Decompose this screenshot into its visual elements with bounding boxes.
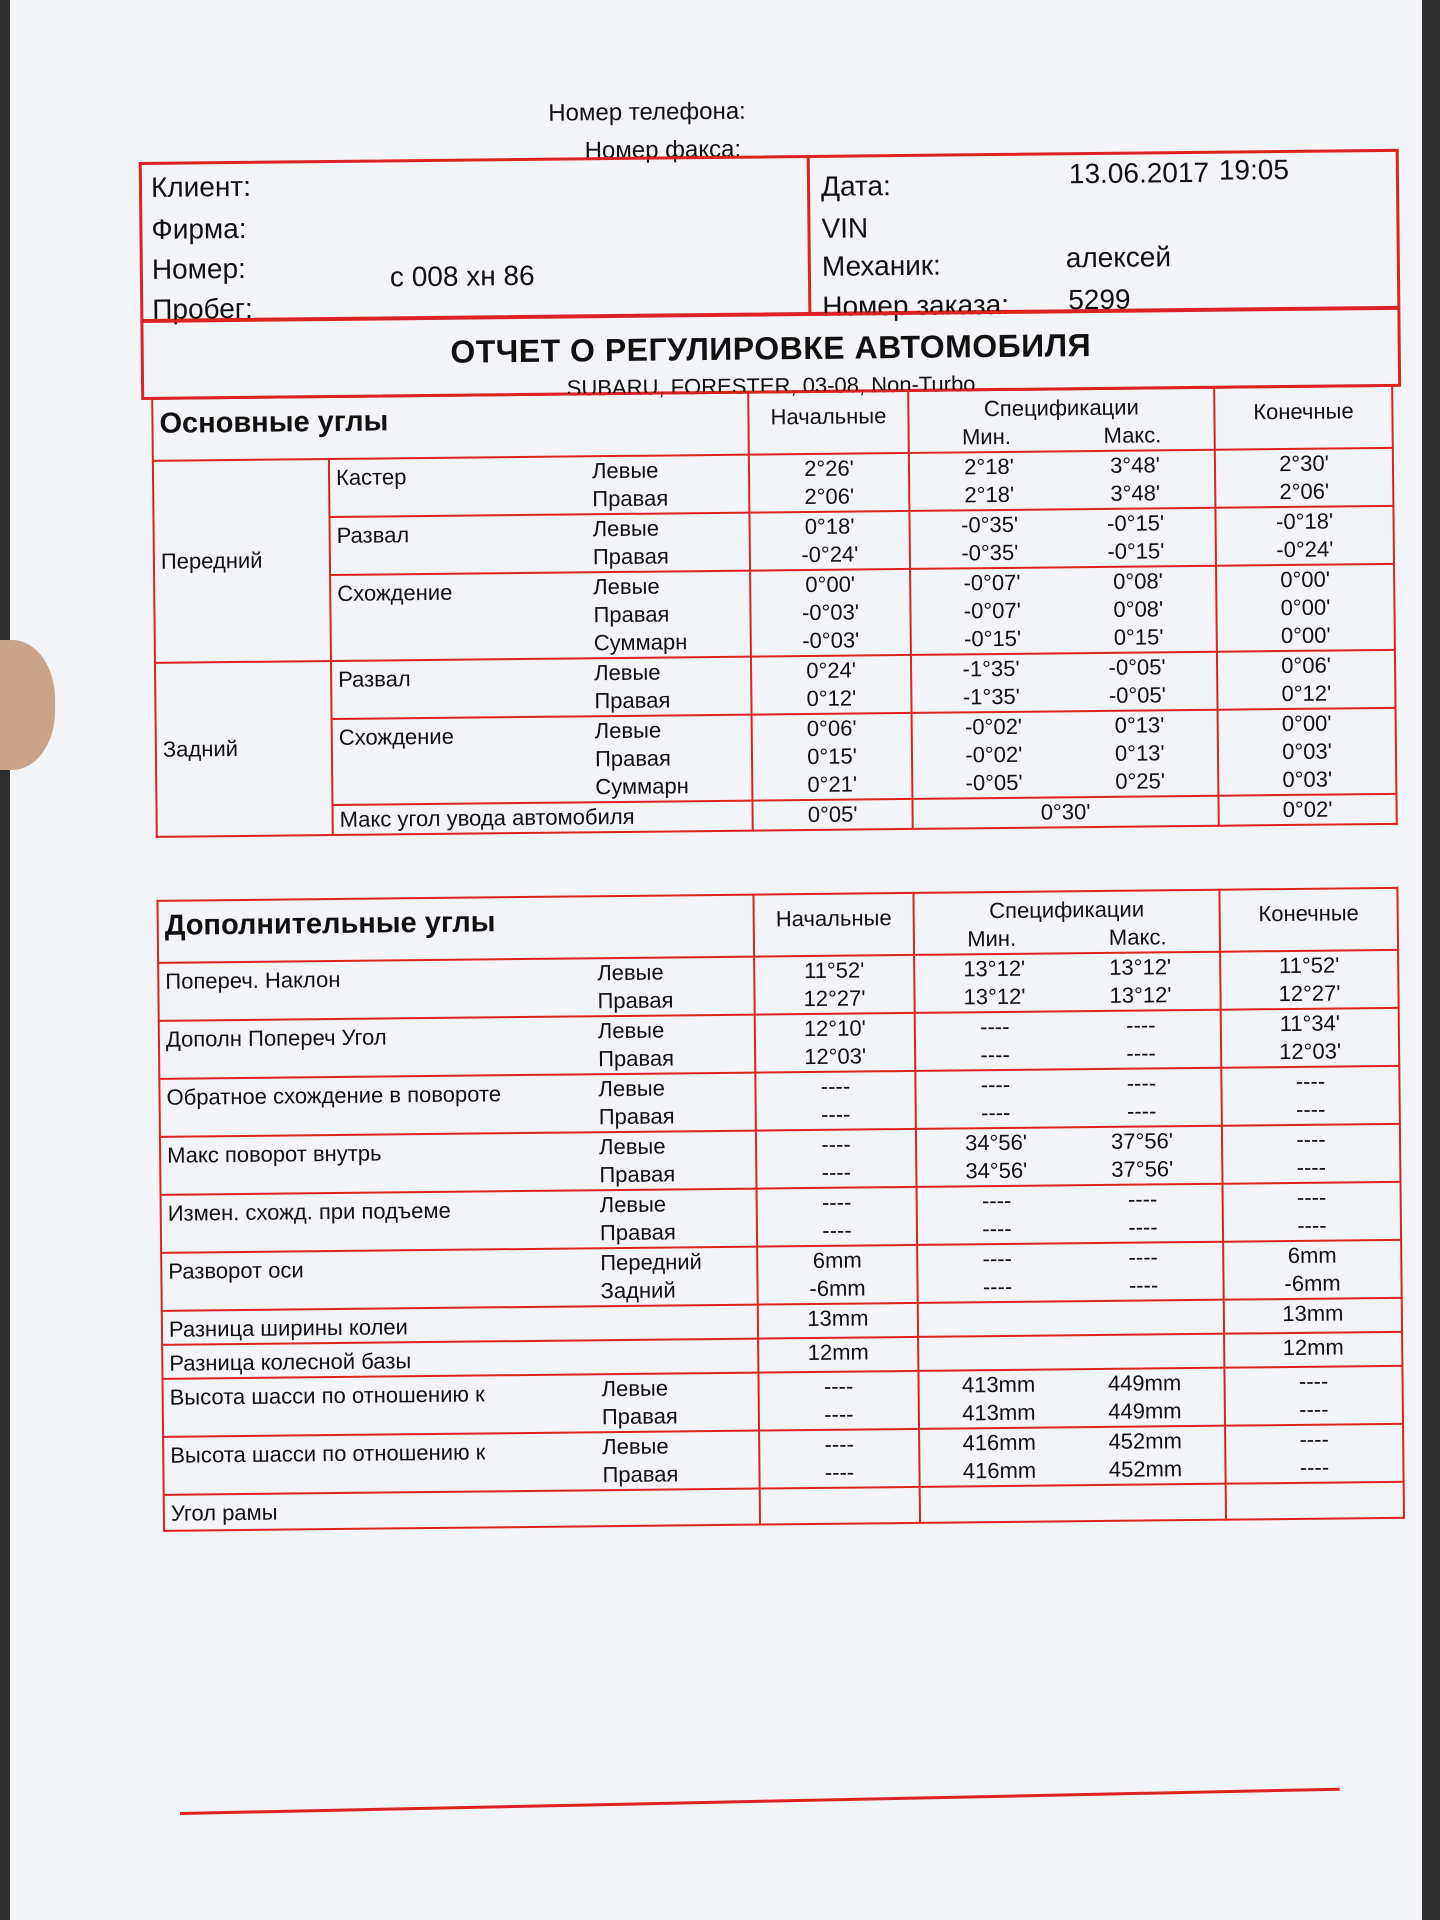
final-cell — [1220, 950, 1399, 1010]
spec-min-value: -0°15' — [963, 625, 1022, 652]
spec-max-value: 0°08' — [1113, 596, 1164, 622]
spec-cell — [920, 1484, 1226, 1523]
initial-value: 12°10' — [803, 1015, 866, 1042]
side-label: Левые — [602, 1433, 669, 1460]
spec-cell — [915, 1010, 1222, 1071]
spec-min-value: -1°35' — [962, 655, 1020, 682]
param-label: Развал — [336, 522, 410, 548]
final-value: ---- — [1299, 1426, 1329, 1452]
spec-cell — [909, 450, 1216, 511]
spec-min-value: ---- — [980, 1071, 1011, 1098]
spec-max-value: 0°13' — [1114, 740, 1165, 766]
initial-cell — [758, 1337, 918, 1373]
firm-label: Фирма: — [151, 212, 247, 245]
spec-max-value: 3°48' — [1109, 452, 1160, 478]
additional-angles-table — [156, 887, 1405, 1532]
final-value: ---- — [1299, 1454, 1330, 1480]
spec-max-value: 449mm — [1108, 1398, 1182, 1424]
thrust-spec: 0°30' — [912, 796, 1218, 829]
final-value: -0°18' — [1275, 508, 1334, 535]
final-value: 6mm — [1287, 1242, 1337, 1269]
final-value: ---- — [1295, 1096, 1326, 1122]
side-label — [601, 1306, 751, 1308]
final-cell — [1224, 1298, 1402, 1334]
spec-max-value: 3°48' — [1110, 480, 1161, 506]
initial-value: 0°06' — [806, 715, 857, 742]
number-value: с 008 хн 86 — [389, 259, 535, 293]
final-value: 12°27' — [1278, 980, 1341, 1007]
main-section-title: Основные углы — [159, 405, 389, 440]
side-label: Правая — [594, 745, 672, 772]
final-value: 0°00' — [1280, 594, 1331, 621]
spec-max-value: ---- — [1126, 1012, 1156, 1038]
initial-value: 0°15' — [807, 743, 857, 770]
final-value: 12mm — [1282, 1334, 1344, 1361]
spec-min-value: -0°35' — [960, 511, 1019, 538]
spec-max-value: 0°08' — [1113, 568, 1164, 594]
final-value: 0°00' — [1281, 710, 1332, 737]
client-label: Клиент: — [150, 170, 252, 203]
report-vehicle: SUBARU, FORESTER, 03-08, Non-Turbo — [566, 371, 976, 401]
phone-label: Номер телефона: — [548, 97, 746, 127]
initial-value: ---- — [822, 1217, 852, 1243]
time-value: 19:05 — [1218, 153, 1290, 186]
initial-cell — [756, 1129, 917, 1189]
final-cell — [1224, 1366, 1403, 1426]
side-label: Суммарн — [593, 629, 688, 656]
order-value: 5299 — [1068, 283, 1131, 316]
initial-value: 12°03' — [804, 1043, 867, 1070]
initial-value: 2°26' — [804, 455, 854, 482]
spec-max-value: -0°05' — [1108, 682, 1167, 708]
spec-max-value: 449mm — [1107, 1370, 1182, 1396]
spec-min-value: -0°35' — [961, 539, 1019, 566]
final-cell — [1223, 1240, 1402, 1300]
final-cell — [1221, 1066, 1400, 1126]
final-value: 2°06' — [1279, 478, 1330, 505]
spec-max-value: 0°13' — [1114, 712, 1165, 738]
final-cell — [1217, 650, 1396, 710]
initial-value: ---- — [821, 1159, 852, 1185]
spec-max-value: ---- — [1128, 1214, 1158, 1240]
final-value: 12°03' — [1278, 1038, 1342, 1065]
final-value: ---- — [1299, 1396, 1329, 1422]
final-value: ---- — [1296, 1154, 1327, 1180]
mechanic-value: алексей — [1065, 241, 1172, 274]
col-initial-header: Начальные — [748, 391, 909, 455]
side-label: Левые — [593, 659, 661, 686]
initial-cell — [757, 1245, 918, 1305]
spec-cell — [918, 1368, 1225, 1429]
spec-cell — [910, 566, 1217, 655]
initial-value: ---- — [820, 1101, 851, 1127]
final-value: 0°06' — [1281, 652, 1332, 679]
param-cell — [329, 513, 750, 575]
initial-value: 0°18' — [804, 513, 855, 540]
final-value: ---- — [1296, 1184, 1327, 1210]
final-value: ---- — [1296, 1126, 1326, 1152]
spec-max-value: 37°56' — [1111, 1156, 1174, 1182]
initial-value: 0°00' — [805, 571, 856, 598]
side-label: Правая — [602, 1461, 679, 1488]
spec-max-value: ---- — [1127, 1186, 1158, 1212]
front-axle-label: Передний — [153, 459, 331, 663]
report-content — [138, 79, 1428, 1792]
final-value: 11°52' — [1278, 952, 1340, 979]
final-value: ---- — [1295, 1068, 1326, 1094]
side-label: Левые — [594, 717, 662, 744]
spec-min-value: ---- — [980, 1099, 1011, 1126]
final-value: ---- — [1297, 1212, 1327, 1238]
spec-max-value: -0°15' — [1106, 510, 1165, 536]
param-cell — [162, 1373, 759, 1437]
initial-value: ---- — [824, 1459, 855, 1485]
param-label: Разворот оси — [168, 1257, 304, 1284]
mileage-label: Пробег: — [152, 292, 253, 325]
param-cell — [161, 1189, 758, 1253]
spec-min-value: ---- — [982, 1273, 1013, 1300]
spec-min-value: -0°02' — [964, 713, 1023, 740]
order-label: Номер заказа: — [822, 288, 1010, 322]
spec-max-value: 0°15' — [1113, 624, 1164, 650]
spec-min-value: 13°12' — [963, 983, 1026, 1010]
param-cell — [329, 455, 750, 517]
initial-value: ---- — [820, 1073, 851, 1099]
final-cell — [1216, 564, 1395, 652]
param-label: Кастер — [335, 464, 407, 490]
spec-max-value: 13°12' — [1109, 982, 1172, 1008]
spec-min-value: 13°12' — [963, 955, 1026, 982]
side-label: Правая — [598, 1045, 675, 1072]
spec-min-value: ---- — [982, 1245, 1013, 1272]
spec-min-value: 413mm — [962, 1399, 1036, 1426]
col-specs-header — [913, 890, 1220, 955]
mechanic-label: Механик: — [821, 249, 942, 282]
initial-value: 0°21' — [807, 771, 858, 798]
param-cell — [332, 715, 753, 805]
final-cell — [1222, 1124, 1401, 1184]
initial-cell — [759, 1429, 920, 1489]
initial-cell — [757, 1187, 918, 1247]
final-value: 0°03' — [1282, 766, 1333, 793]
signature-line — [180, 1788, 1340, 1815]
fax-label: Номер факса: — [584, 135, 742, 165]
initial-value: 12mm — [807, 1339, 869, 1366]
initial-value: ---- — [824, 1431, 854, 1457]
final-cell — [1224, 1332, 1402, 1368]
side-label: Левые — [598, 1075, 666, 1102]
side-label: Правая — [598, 1103, 675, 1130]
initial-value: ---- — [823, 1373, 854, 1399]
vin-label: VIN — [821, 212, 869, 244]
spec-min-value: 2°18' — [963, 453, 1014, 480]
thrust-final: 0°02' — [1218, 794, 1396, 826]
spec-min-value: -0°07' — [963, 597, 1021, 624]
spec-cell — [917, 1184, 1224, 1245]
spec-max-value: 452mm — [1108, 1428, 1182, 1454]
table-row — [156, 708, 1397, 807]
side-label: Правая — [593, 601, 670, 628]
param-label: Разница колесной базы — [169, 1348, 412, 1376]
spec-max-value: 13°12' — [1109, 954, 1172, 980]
spec-min-value: -0°05' — [965, 769, 1023, 796]
initial-value: 13mm — [807, 1305, 869, 1332]
spec-cell — [919, 1426, 1226, 1487]
initial-cell — [758, 1303, 918, 1339]
spec-min-value: 34°56' — [964, 1129, 1028, 1156]
param-label: Схождение — [338, 723, 454, 750]
initial-cell — [755, 1071, 916, 1131]
main-angles-table — [151, 385, 1398, 838]
param-cell — [161, 1247, 758, 1311]
client-info-box — [139, 149, 1401, 322]
param-label: Высота шасси по отношению к — [169, 1381, 485, 1410]
spec-min-value: ---- — [982, 1215, 1012, 1242]
initial-value: 6mm — [812, 1247, 862, 1273]
spec-cell — [916, 1126, 1223, 1187]
thrust-label: Макс угол увода автомобиля — [332, 801, 752, 835]
side-label: Суммарн — [595, 773, 689, 800]
col-specs-header — [908, 388, 1215, 453]
initial-value: 0°24' — [806, 657, 857, 684]
spec-max-value: ---- — [1126, 1040, 1156, 1066]
initial-cell — [751, 655, 912, 715]
spec-max-value: 452mm — [1108, 1456, 1183, 1482]
param-label: Обратное схождение в повороте — [166, 1081, 502, 1110]
col-final-header: Конечные — [1219, 888, 1398, 952]
final-cell — [1221, 1008, 1400, 1068]
spec-min-value: -0°02' — [965, 741, 1023, 768]
param-cell — [331, 657, 752, 719]
initial-value: 11°52' — [803, 957, 865, 984]
param-label: Макс поворот внутрь — [167, 1140, 382, 1168]
param-cell — [164, 1489, 760, 1531]
spec-cell — [918, 1334, 1224, 1371]
rear-axle-label: Задний — [155, 661, 333, 837]
side-label: Правая — [599, 1219, 676, 1246]
thrust-initial: 0°05' — [752, 799, 912, 831]
param-cell — [163, 1431, 760, 1495]
initial-cell — [758, 1371, 919, 1431]
spec-max-value: ---- — [1128, 1244, 1159, 1270]
initial-cell — [749, 511, 910, 571]
section-title — [152, 393, 749, 461]
final-value: 13mm — [1282, 1300, 1344, 1327]
initial-value: ---- — [824, 1401, 854, 1427]
final-value: 0°00' — [1280, 566, 1331, 593]
initial-cell — [754, 955, 915, 1015]
side-label: Левые — [597, 959, 664, 986]
param-cell — [330, 571, 751, 661]
param-label: Высота шасси по отношению к — [170, 1439, 486, 1468]
param-label: Угол рамы — [170, 1499, 278, 1526]
col-specs-label: Спецификации — [983, 394, 1139, 422]
spec-max-value: ---- — [1128, 1272, 1159, 1298]
side-label — [601, 1340, 751, 1342]
initial-value: 0°12' — [806, 685, 857, 712]
spec-max-value: -0°05' — [1108, 654, 1166, 680]
final-value: 0°00' — [1280, 622, 1331, 649]
spec-max-value: 37°56' — [1110, 1128, 1174, 1154]
param-label: Дополн Попереч Угол — [165, 1024, 387, 1052]
side-label: Левые — [598, 1133, 666, 1160]
initial-value: ---- — [821, 1131, 851, 1157]
col-min-label: Мин. — [961, 423, 1012, 450]
initial-value: -0°03' — [801, 599, 860, 626]
side-label: Правая — [594, 687, 671, 714]
spec-cell — [911, 652, 1218, 713]
param-label: Схождение — [337, 579, 453, 606]
spec-cell — [912, 710, 1219, 799]
side-label: Левые — [601, 1375, 669, 1402]
param-label: Измен. схожд. при подъеме — [167, 1197, 451, 1226]
spec-min-value: 416mm — [962, 1457, 1037, 1484]
date-value: 13.06.2017 — [1068, 156, 1210, 190]
final-value: ---- — [1298, 1368, 1329, 1394]
paper-sheet — [10, 0, 1422, 1920]
param-cell — [160, 1131, 757, 1195]
col-max-label: Макс. — [1103, 422, 1162, 448]
spec-min-value: 413mm — [961, 1371, 1036, 1398]
section-title — [157, 895, 754, 963]
spec-cell — [918, 1300, 1224, 1337]
spec-cell — [909, 508, 1216, 569]
spec-cell — [917, 1242, 1224, 1303]
date-label: Дата: — [820, 170, 891, 202]
spec-min-value: 416mm — [962, 1429, 1036, 1456]
final-value: 0°03' — [1281, 738, 1332, 765]
initial-cell — [749, 453, 910, 513]
initial-value: ---- — [821, 1189, 852, 1215]
spec-min-value: 34°56' — [965, 1157, 1028, 1184]
initial-cell — [750, 569, 911, 657]
side-label: Правая — [597, 987, 674, 1014]
param-cell — [159, 1015, 756, 1079]
spec-cell — [914, 952, 1221, 1013]
final-cell — [1222, 1182, 1401, 1242]
final-value: 2°30' — [1278, 450, 1329, 477]
param-cell — [159, 1073, 756, 1137]
side-label: Левые — [592, 515, 660, 542]
spec-min-value: ---- — [980, 1013, 1010, 1040]
side-label: Правая — [601, 1403, 678, 1430]
spec-min-value: ---- — [981, 1187, 1012, 1214]
side-label: Правая — [592, 543, 669, 570]
initial-value: 2°06' — [804, 483, 855, 510]
param-label: Развал — [338, 666, 411, 692]
spec-min-value: ---- — [980, 1041, 1010, 1068]
side-label: Правая — [599, 1161, 676, 1188]
initial-value: -0°03' — [802, 627, 860, 654]
side-label: Задний — [600, 1277, 676, 1304]
final-value: -0°24' — [1276, 536, 1334, 563]
col-min-label: Мин. — [967, 925, 1017, 952]
final-cell — [1215, 506, 1394, 566]
spec-max-value: ---- — [1126, 1070, 1157, 1096]
side-label: Передний — [600, 1249, 703, 1276]
spec-min-value: -1°35' — [962, 683, 1021, 710]
col-final-header: Конечные — [1214, 386, 1393, 450]
report-title: ОТЧЕТ О РЕГУЛИРОВКЕ АВТОМОБИЛЯ — [450, 327, 1092, 370]
final-value: 0°12' — [1281, 680, 1332, 707]
spec-max-value: -0°15' — [1107, 538, 1165, 564]
spec-min-value: 2°18' — [964, 481, 1015, 508]
col-max-label: Макс. — [1108, 924, 1167, 950]
final-cell — [1218, 708, 1397, 796]
side-label: Правая — [592, 485, 669, 512]
final-cell — [1215, 448, 1394, 508]
number-label: Номер: — [151, 252, 246, 285]
final-cell — [1226, 1482, 1404, 1520]
additional-section-title: Дополнительные углы — [164, 906, 496, 942]
initial-value: -6mm — [809, 1275, 866, 1302]
spec-min-value: -0°07' — [963, 569, 1021, 596]
final-value: 11°34' — [1279, 1010, 1341, 1037]
side-label: Левые — [599, 1191, 667, 1218]
initial-cell — [760, 1487, 920, 1525]
col-initial-header: Начальные — [753, 893, 914, 957]
final-cell — [1225, 1424, 1404, 1484]
initial-cell — [752, 713, 913, 801]
initial-value: 12°27' — [803, 985, 866, 1012]
initial-value: -0°24' — [801, 541, 859, 568]
spec-max-value: ---- — [1126, 1098, 1157, 1124]
side-label: Левые — [597, 1017, 665, 1044]
initial-cell — [755, 1013, 916, 1073]
spec-max-value: 0°25' — [1115, 768, 1166, 794]
param-label: Разница ширины колеи — [168, 1314, 409, 1342]
side-label: Левые — [593, 573, 660, 600]
side-label: Левые — [591, 457, 659, 484]
param-label: Попереч. Наклон — [165, 966, 341, 994]
col-specs-label: Спецификации — [989, 896, 1145, 924]
spec-cell — [915, 1068, 1222, 1129]
table-row — [154, 564, 1395, 663]
param-cell — [158, 957, 755, 1021]
final-value: -6mm — [1284, 1270, 1341, 1297]
